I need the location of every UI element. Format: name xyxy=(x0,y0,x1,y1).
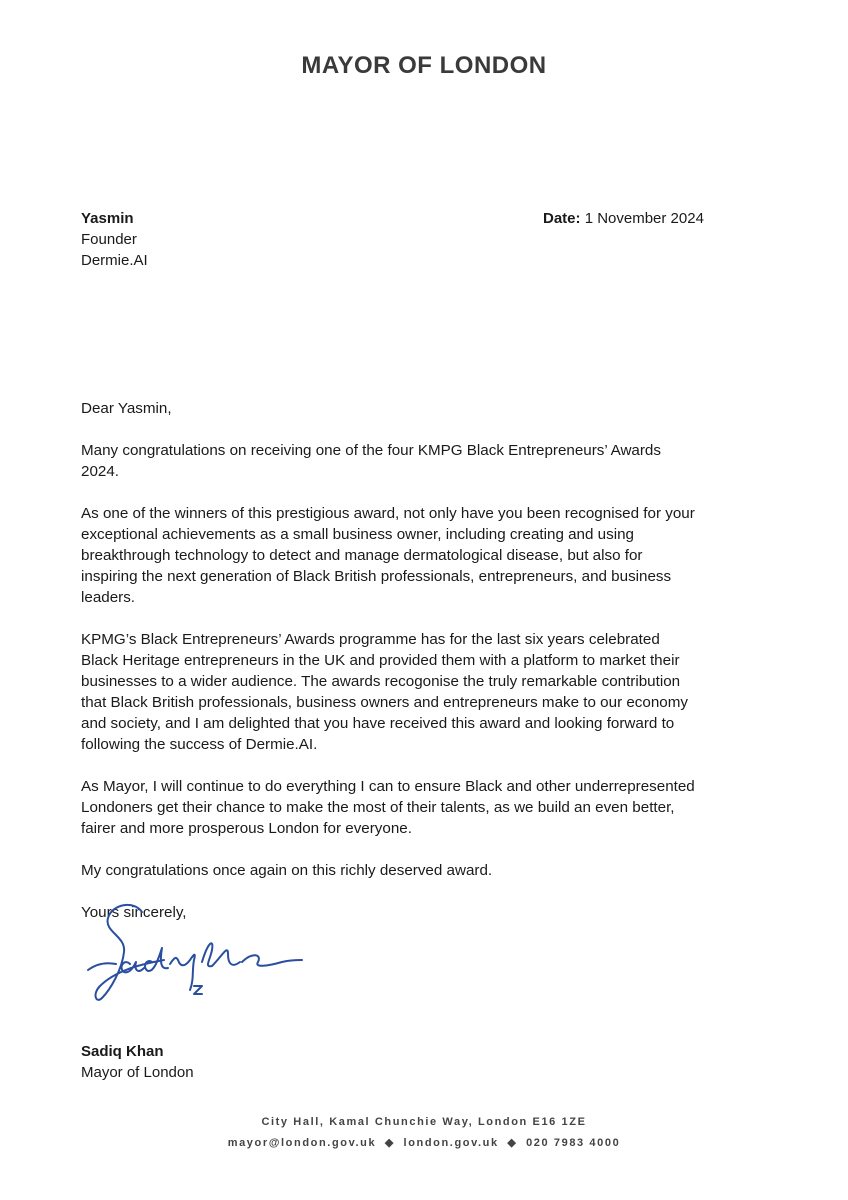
paragraph: KPMG’s Black Entrepreneurs’ Awards programme has for the last six years celebrated Black Heritage entrepreneurs in the UK and provided them with a platform to market their businesses to a wider audience. The awards recogonise the truly remarkable contribution that Black British professionals, business owners and entrepreneurs make to our economy and society, and I am delighted that you have received this award and looking forward to following the success of Dermie.AI. xyxy=(81,631,688,753)
footer-website: london.gov.uk xyxy=(403,1137,499,1149)
diamond-separator-icon: ◆ xyxy=(384,1137,395,1149)
footer xyxy=(0,1112,848,1154)
recipient-role: Founder xyxy=(81,231,137,248)
recipient-block xyxy=(81,208,148,271)
recipient-name: Yasmin xyxy=(81,210,134,227)
diamond-separator-icon: ◆ xyxy=(507,1137,518,1149)
letter-body xyxy=(81,398,701,944)
paragraph: As Mayor, I will continue to do everything I can to ensure Black and other underrepresented Londoners get their chance to make the most of their talents, as we build an even better, fairer and more prosperous London for everyone. xyxy=(81,778,695,837)
closing: Yours sincerely, xyxy=(81,904,187,921)
signatory-name: Sadiq Khan xyxy=(81,1043,164,1060)
paragraph: My congratulations once again on this richly deserved award. xyxy=(81,862,493,879)
date-value: 1 November 2024 xyxy=(584,210,704,227)
footer-phone: 020 7983 4000 xyxy=(526,1137,621,1149)
salutation: Dear Yasmin, xyxy=(81,400,172,417)
date-label: Date: xyxy=(543,210,581,227)
footer-address: City Hall, Kamal Chunchie Way, London E16 1ZE xyxy=(261,1116,587,1128)
footer-contact xyxy=(0,1133,848,1154)
date-line xyxy=(543,208,704,229)
signature-strokes xyxy=(88,905,302,1000)
signatory-title: Mayor of London xyxy=(81,1064,194,1081)
paragraph: Many congratulations on receiving one of the four KMPG Black Entrepreneurs’ Awards 2024. xyxy=(81,442,661,480)
recipient-organisation: Dermie.AI xyxy=(81,252,148,269)
letterhead-title: MAYOR OF LONDON xyxy=(301,52,547,79)
footer-email: mayor@london.gov.uk xyxy=(227,1137,377,1149)
signatory-block xyxy=(81,1041,194,1083)
paragraph: As one of the winners of this prestigious award, not only have you been recognised for your exceptional achievements as a small business owner, including creating and using breakthrough technology to detect and manage dermatological disease, but also for inspiring the next generation of Black British professionals, entrepreneurs, and business leaders. xyxy=(81,505,695,606)
handwritten-signature xyxy=(82,898,312,1014)
